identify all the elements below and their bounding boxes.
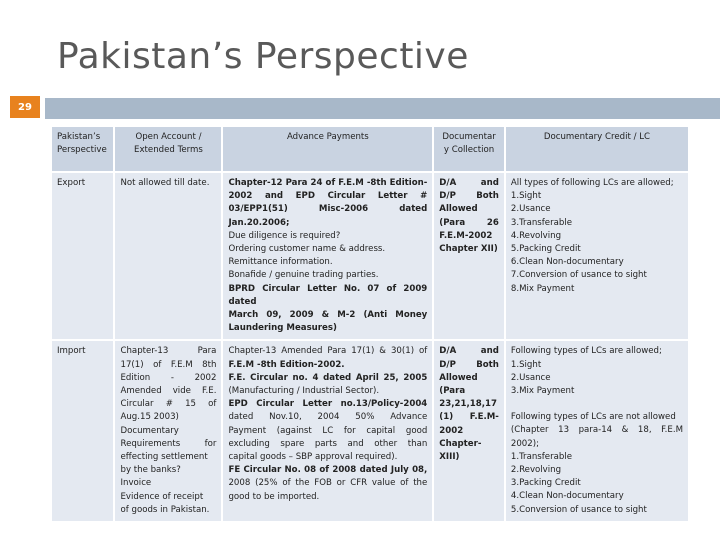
text-line: F.E.M -8th Edition-2002. <box>228 359 345 370</box>
text-line: 3.Mix Payment <box>510 386 575 397</box>
text-line: Payment (against LC for capital good <box>228 425 428 436</box>
text-line: 1.Transferable <box>510 451 573 462</box>
text-line: 2.Usance <box>510 204 551 215</box>
text-line: capital goods – SBP approval required). <box>228 452 398 463</box>
page-title: Pakistan’s Perspective <box>57 36 469 77</box>
slide-number-badge: 29 <box>10 96 40 118</box>
text-line: (Chapter 13 para-14 & 18, F.E.M <box>510 425 683 436</box>
import-documentary-credit <box>506 341 688 521</box>
text-line: Remittance information. <box>228 257 333 268</box>
import-open-account <box>115 341 221 521</box>
text-line: Chapter- <box>439 438 482 449</box>
text-line: (Para <box>439 386 466 397</box>
row-label-export: Export <box>52 173 113 339</box>
text-line: Bonafide / genuine trading parties. <box>228 270 379 281</box>
export-advance-payments <box>223 173 432 339</box>
text-line: by the banks? <box>120 465 181 476</box>
text-line: Chapter XII) <box>439 244 498 255</box>
text-line: EPD Circular Letter no.13/Policy-2004 <box>228 399 428 410</box>
text-line: Chapter-12 Para 24 of F.E.M -8th Edition- <box>228 178 428 188</box>
text-line: 2002 and EPD Circular Letter # <box>228 191 428 202</box>
text-line: Evidence of receipt <box>120 491 204 502</box>
text-line: (1) F.E.M- <box>439 412 499 423</box>
text-line: 2.Revolving <box>510 465 562 476</box>
text-line: 17(1) of F.E.M 8th <box>120 359 217 370</box>
text-line: Due diligence is required? <box>228 230 341 241</box>
text-line: Circular # 15 of <box>120 399 217 410</box>
header-advance-payments: Advance Payments <box>223 127 432 171</box>
text-line: Requirements for <box>120 438 217 449</box>
header-open-account: Open Account / Extended Terms <box>115 127 221 171</box>
text-line: 5.Conversion of usance to sight <box>510 504 647 515</box>
text-line: (Manufacturing / Industrial Sector). <box>228 386 380 397</box>
title-divider-bar <box>45 98 720 119</box>
table-header-row <box>52 127 688 171</box>
table-row-import <box>52 341 688 521</box>
export-documentary-collection <box>434 173 504 339</box>
header-perspective: Pakistan’s Perspective <box>52 127 113 171</box>
text-line: XIII) <box>439 452 460 463</box>
text-line: March 09, 2009 & M-2 (Anti Money <box>228 310 428 321</box>
text-line: good to be imported. <box>228 491 320 502</box>
text-line: Following types of LCs are not allowed <box>510 412 676 423</box>
text-line: (Para 26 <box>439 217 499 228</box>
text-line: Invoice <box>120 478 152 489</box>
text-line: Chapter-13 Amended Para 17(1) & 30(1) of <box>228 346 428 357</box>
spacer <box>511 398 683 411</box>
text-line: 2.Usance <box>510 372 551 383</box>
text-line: D/P Both <box>439 359 499 370</box>
comparison-table <box>50 125 690 523</box>
text-line: Following types of LCs are allowed; <box>510 346 662 357</box>
text-line: of goods in Pakistan. <box>120 504 210 515</box>
table-row-export <box>52 173 688 339</box>
text-line: Amended vide F.E. <box>120 386 217 397</box>
row-label-import: Import <box>52 341 113 521</box>
text-line: Allowed <box>439 204 478 215</box>
text-line: effecting settlement <box>120 452 208 463</box>
text-line: BPRD Circular Letter No. 07 of 2009 dated <box>228 283 428 307</box>
text-line: 2002); <box>510 438 539 449</box>
text-line: Laundering Measures) <box>228 323 337 334</box>
import-advance-payments <box>223 341 432 521</box>
text-line: Jan.20.2006; <box>228 217 290 228</box>
text-line: dated Nov.10, 2004 50% Advance <box>228 412 428 423</box>
import-documentary-collection <box>434 341 504 521</box>
text-line: D/A and <box>439 178 499 188</box>
text-line: 5.Packing Credit <box>510 244 581 255</box>
text-line: Edition - 2002 <box>120 372 217 383</box>
text-line: 3.Transferable <box>510 217 573 228</box>
export-open-account: Not allowed till date. <box>115 173 221 339</box>
header-documentary-collection: Documentar y Collection <box>434 127 504 171</box>
text-line: Chapter-13 Para <box>120 346 217 357</box>
text-line: 4.Clean Non-documentary <box>510 491 624 502</box>
text-line: 6.Clean Non-documentary <box>510 257 624 268</box>
text-line: Documentary <box>120 425 179 436</box>
text-line: 1.Sight <box>510 191 542 202</box>
text-line: 7.Conversion of usance to sight <box>510 270 647 281</box>
text-line: D/P Both <box>439 191 499 202</box>
text-line: 03/EPP1(51) Misc-2006 dated <box>228 204 428 215</box>
text-line: 23,21,18,17 <box>439 399 497 410</box>
text-line: 4.Revolving <box>510 230 562 241</box>
text-line: D/A and <box>439 346 499 357</box>
text-line: Aug.15 2003) <box>120 412 179 423</box>
text-line: excluding spare parts and other than <box>228 438 428 449</box>
text-line: Ordering customer name & address. <box>228 244 386 255</box>
text-line: All types of following LCs are allowed; <box>510 178 674 188</box>
text-line: FE Circular No. 08 of 2008 dated July 08, <box>228 465 428 476</box>
text-line: 2002 <box>439 425 464 436</box>
text-line: Allowed <box>439 372 478 383</box>
export-documentary-credit <box>506 173 688 339</box>
text-line: 8.Mix Payment <box>510 283 575 294</box>
text-line: F.E. Circular no. 4 dated April 25, 2005 <box>228 372 428 383</box>
text-line: 1.Sight <box>510 359 542 370</box>
header-documentary-credit: Documentary Credit / LC <box>506 127 688 171</box>
text-line: 2008 (25% of the FOB or CFR value of the <box>228 478 428 489</box>
text-line: 3.Packing Credit <box>510 478 581 489</box>
text-line: F.E.M-2002 <box>439 230 493 241</box>
